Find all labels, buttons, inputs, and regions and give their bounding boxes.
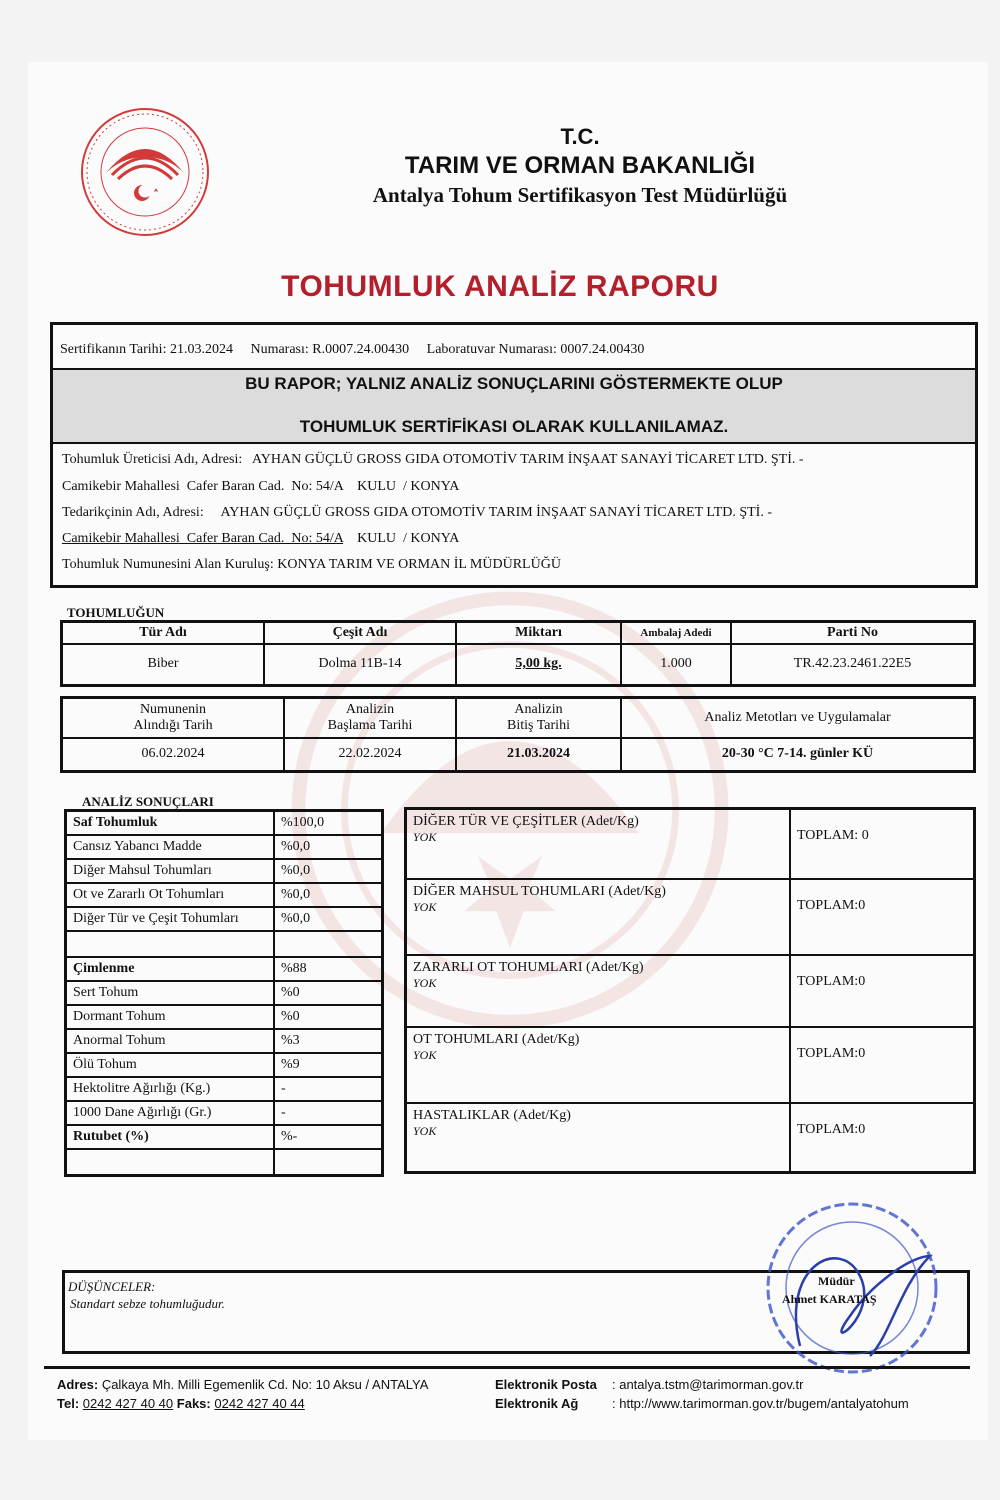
supplier-name: AYHAN GÜÇLÜ GROSS GIDA OTOMOTİV TARIM İNŞAAT SANAYİ TİCARET LTD. ŞTİ. - <box>220 505 772 520</box>
result-label: Diğer Tür ve Çeşit Tohumları <box>66 907 275 931</box>
sample-date-header: Numunenin Alındığı Tarih <box>62 698 285 738</box>
result-value: %0 <box>274 1005 383 1029</box>
seed-section-label: TOHUMLUĞUN <box>67 605 165 620</box>
ministry-heading: TARIM VE ORMAN BAKANLIĞI <box>404 152 756 179</box>
seed-quantity: 5,00 kg. <box>456 644 621 686</box>
result-value: %88 <box>274 957 383 981</box>
result-value <box>274 1149 383 1176</box>
result-value: %0,0 <box>274 859 383 883</box>
count-total: TOPLAM: 0 <box>790 809 975 879</box>
seed-species: Biber <box>62 644 265 686</box>
result-label: Saf Tohumluk <box>66 811 275 836</box>
count-value: YOK <box>413 899 437 914</box>
signatory-name: Ahmet KARATAŞ <box>782 1292 877 1306</box>
certificate-number: R.0007.24.00430 <box>312 342 410 357</box>
warning-line-2: TOHUMLUK SERTİFİKASI OLARAK KULLANILAMAZ. <box>299 417 729 436</box>
lab-number: 0007.24.00430 <box>560 342 645 357</box>
report-title: TOHUMLUK ANALİZ RAPORU <box>281 270 719 303</box>
results-section-label: ANALİZ SONUÇLARI <box>82 794 214 809</box>
supplier-address <box>62 531 459 547</box>
result-label: Diğer Mahsul Tohumları <box>66 859 275 883</box>
certificate-date: 21.03.2024 <box>169 342 233 357</box>
dates-table <box>60 696 976 773</box>
count-total: TOPLAM:0 <box>790 1103 975 1173</box>
end-date-header: Analizin Bitiş Tarihi <box>456 698 621 738</box>
result-value: %0,0 <box>274 835 383 859</box>
sampler-label: Tohumluk Numunesini Alan Kuruluş: <box>62 557 274 572</box>
result-label: Çimlenme <box>66 957 275 981</box>
count-title: OT TOHUMLARI (Adet/Kg) <box>413 1031 580 1047</box>
ministry-seal-icon <box>78 105 213 240</box>
seed-header-quantity: Miktarı <box>456 622 621 644</box>
seed-header-variety: Çeşit Adı <box>264 622 456 644</box>
count-row <box>406 809 975 879</box>
count-category <box>406 955 791 1027</box>
remarks-text: Standart sebze tohumluğudur. <box>70 1296 225 1311</box>
count-value: YOK <box>413 975 437 990</box>
date-label: Sertifikanın Tarihi: <box>60 342 167 357</box>
results-row <box>66 931 383 957</box>
counts-table <box>404 807 976 1174</box>
result-value: %0 <box>274 981 383 1005</box>
seed-header-lot: Parti No <box>731 622 975 644</box>
sampler-name: KONYA TARIM VE ORMAN İL MÜDÜRLÜĞÜ <box>277 557 561 572</box>
footer-web[interactable]: : http://www.tarimorman.gov.tr/bugem/antalyatohum <box>612 1396 909 1411</box>
producer-line <box>62 452 804 468</box>
results-row <box>66 1077 383 1101</box>
footer-divider <box>44 1366 970 1369</box>
producer-label: Tohumluk Üreticisi Adı, Adresi: <box>62 452 243 467</box>
count-row <box>406 1103 975 1173</box>
seed-table <box>60 620 976 687</box>
seed-header-packages: Ambalaj Adedi <box>621 622 731 644</box>
footer-address: Adres: Çalkaya Mh. Milli Egemenlik Cd. No: 10 Aksu / ANTALYA <box>57 1377 429 1392</box>
certificate-info <box>60 342 644 358</box>
end-date: 21.03.2024 <box>456 738 621 772</box>
producer-name: AYHAN GÜÇLÜ GROSS GIDA OTOMOTİV TARIM İNŞAAT SANAYİ TİCARET LTD. ŞTİ. - <box>251 452 804 467</box>
result-label: Ölü Tohum <box>66 1053 275 1077</box>
tc-heading: T.C. <box>560 124 600 149</box>
result-label: Cansız Yabancı Madde <box>66 835 275 859</box>
results-row <box>66 957 383 981</box>
count-value: YOK <box>413 830 437 844</box>
seed-header-species: Tür Adı <box>62 622 265 644</box>
result-value: - <box>274 1077 383 1101</box>
result-value <box>274 931 383 957</box>
result-label <box>66 931 275 957</box>
count-title: DİĞER TÜR VE ÇEŞİTLER (Adet/Kg) <box>413 814 639 829</box>
result-label <box>66 1149 275 1176</box>
result-label: 1000 Dane Ağırlığı (Gr.) <box>66 1101 275 1125</box>
results-row <box>66 1125 383 1149</box>
result-value: %- <box>274 1125 383 1149</box>
result-value: %9 <box>274 1053 383 1077</box>
results-row <box>66 883 383 907</box>
footer-email-label: Elektronik Posta <box>495 1377 597 1392</box>
count-title: ZARARLI OT TOHUMLARI (Adet/Kg) <box>413 959 644 975</box>
result-label: Hektolitre Ağırlığı (Kg.) <box>66 1077 275 1101</box>
results-row <box>66 1053 383 1077</box>
seed-variety: Dolma 11B-14 <box>264 644 456 686</box>
supplier-label: Tedarikçinin Adı, Adresi: <box>62 505 204 520</box>
producer-address: Camikebir Mahallesi Cafer Baran Cad. No: 54/A KULU / KONYA <box>62 479 460 494</box>
start-date-header: Analizin Başlama Tarihi <box>284 698 456 738</box>
count-title: DİĞER MAHSUL TOHUMLARI (Adet/Kg) <box>413 883 666 899</box>
results-row <box>66 835 383 859</box>
count-row <box>406 955 975 1027</box>
start-date: 22.02.2024 <box>284 738 456 772</box>
footer-phone: Tel: 0242 427 40 40 Faks: 0242 427 40 44 <box>57 1396 305 1411</box>
signatory-title: Müdür <box>818 1274 855 1288</box>
count-total: TOPLAM:0 <box>790 879 975 955</box>
directorate-heading: Antalya Tohum Sertifikasyon Test Müdürlüğü <box>372 183 788 207</box>
supplier-address-street: Camikebir Mahallesi Cafer Baran Cad. No: 54/A <box>62 531 344 546</box>
result-label: Anormal Tohum <box>66 1029 275 1053</box>
result-value: %0,0 <box>274 907 383 931</box>
count-title: HASTALIKLAR (Adet/Kg) <box>413 1107 571 1123</box>
supplier-address-city: KULU / KONYA <box>357 531 460 546</box>
results-row <box>66 811 383 836</box>
supplier-line <box>62 505 772 521</box>
results-row <box>66 907 383 931</box>
result-value: %3 <box>274 1029 383 1053</box>
sampler-line <box>62 557 561 573</box>
results-row <box>66 981 383 1005</box>
count-category <box>406 809 791 879</box>
count-value: YOK <box>413 1123 437 1138</box>
result-label: Ot ve Zararlı Ot Tohumları <box>66 883 275 907</box>
remarks-label: DÜŞÜNCELER: <box>68 1279 156 1294</box>
footer-email[interactable]: : antalya.tstm@tarimorman.gov.tr <box>612 1377 804 1392</box>
sample-date: 06.02.2024 <box>62 738 285 772</box>
count-row <box>406 1027 975 1103</box>
result-label: Sert Tohum <box>66 981 275 1005</box>
number-label: Numarası: <box>250 342 309 357</box>
seed-packages: 1.000 <box>621 644 731 686</box>
results-row <box>66 859 383 883</box>
results-row <box>66 1101 383 1125</box>
results-row <box>66 1005 383 1029</box>
warning-line-1: BU RAPOR; YALNIZ ANALİZ SONUÇLARINI GÖSTERMEKTE OLUP <box>245 374 783 393</box>
results-table <box>64 809 384 1177</box>
count-category <box>406 1027 791 1103</box>
count-row <box>406 879 975 955</box>
seed-lot: TR.42.23.2461.22E5 <box>731 644 975 686</box>
results-row <box>66 1149 383 1176</box>
result-label: Dormant Tohum <box>66 1005 275 1029</box>
methods-value: 20-30 °C 7-14. günler KÜ <box>621 738 975 772</box>
results-row <box>66 1029 383 1053</box>
result-label: Rutubet (%) <box>66 1125 275 1149</box>
count-total: TOPLAM:0 <box>790 1027 975 1103</box>
lab-label: Laboratuvar Numarası: <box>426 342 557 357</box>
footer-web-label: Elektronik Ağ <box>495 1396 579 1411</box>
count-category <box>406 879 791 955</box>
result-value: %100,0 <box>274 811 383 836</box>
count-total: TOPLAM:0 <box>790 955 975 1027</box>
methods-header: Analiz Metotları ve Uygulamalar <box>621 698 975 738</box>
count-category <box>406 1103 791 1173</box>
result-value: %0,0 <box>274 883 383 907</box>
count-value: YOK <box>413 1047 437 1062</box>
result-value: - <box>274 1101 383 1125</box>
